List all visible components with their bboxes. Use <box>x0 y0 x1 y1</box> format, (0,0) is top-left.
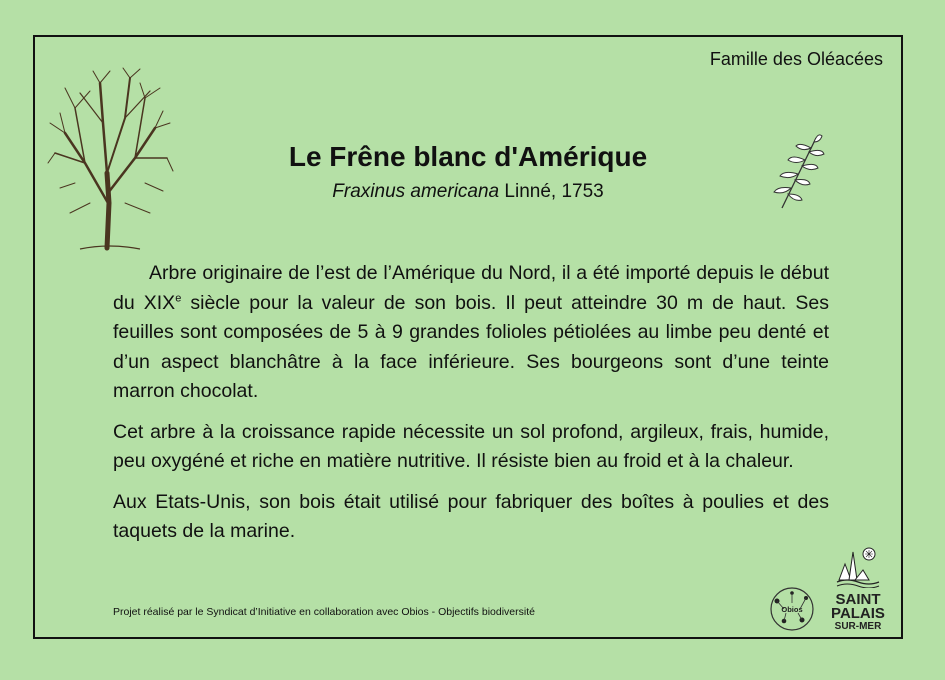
paragraph-3: Aux Etats-Unis, son bois était utilisé pour fabriquer des boîtes à poulies et des taquets de la marine. <box>113 490 829 542</box>
obios-logo-text: Obios <box>781 605 803 614</box>
town-name-line1: SAINT <box>835 591 881 608</box>
saint-palais-logo <box>823 544 893 632</box>
description-text <box>113 259 829 558</box>
page-title: Le Frêne blanc d'Amérique <box>288 141 648 172</box>
sign-panel <box>33 35 903 639</box>
paragraph-2: Cet arbre à la croissance rapide nécessite un sol profond, argileux, frais, humide, peu oxygéné et riche en matière nutritive. Il résiste bien au froid et à la chaleur. <box>113 420 829 472</box>
town-name-line2: PALAIS <box>831 605 885 622</box>
saint-palais-emblem <box>835 544 881 588</box>
obios-logo <box>768 585 816 633</box>
ash-leaf-icon <box>768 132 828 212</box>
latin-name: Fraxinus americana <box>332 181 500 202</box>
paragraph-1: Arbre originaire de l’est de l’Amérique du Nord, il a été importé depuis le début du XIXe siècle pour la valeur de son bois. Il peut atteindre 30 m de haut. Ses feuilles sont composées de 5 à 9 grandes folioles pétiolées au limbe peu denté et d’un aspect blanchâtre à la face inférieure. Ses bourgeons sont d’une teinte marron chocolat. <box>113 262 829 402</box>
footer-credit: Projet réalisé par le Syndicat d’Initiative en collaboration avec Obios - Objectifs biodiversité <box>113 606 535 618</box>
town-name-line3: SUR-MER <box>834 621 882 632</box>
family-label: Famille des Oléacées <box>709 49 883 69</box>
author-year: Linné, 1753 <box>499 181 604 202</box>
